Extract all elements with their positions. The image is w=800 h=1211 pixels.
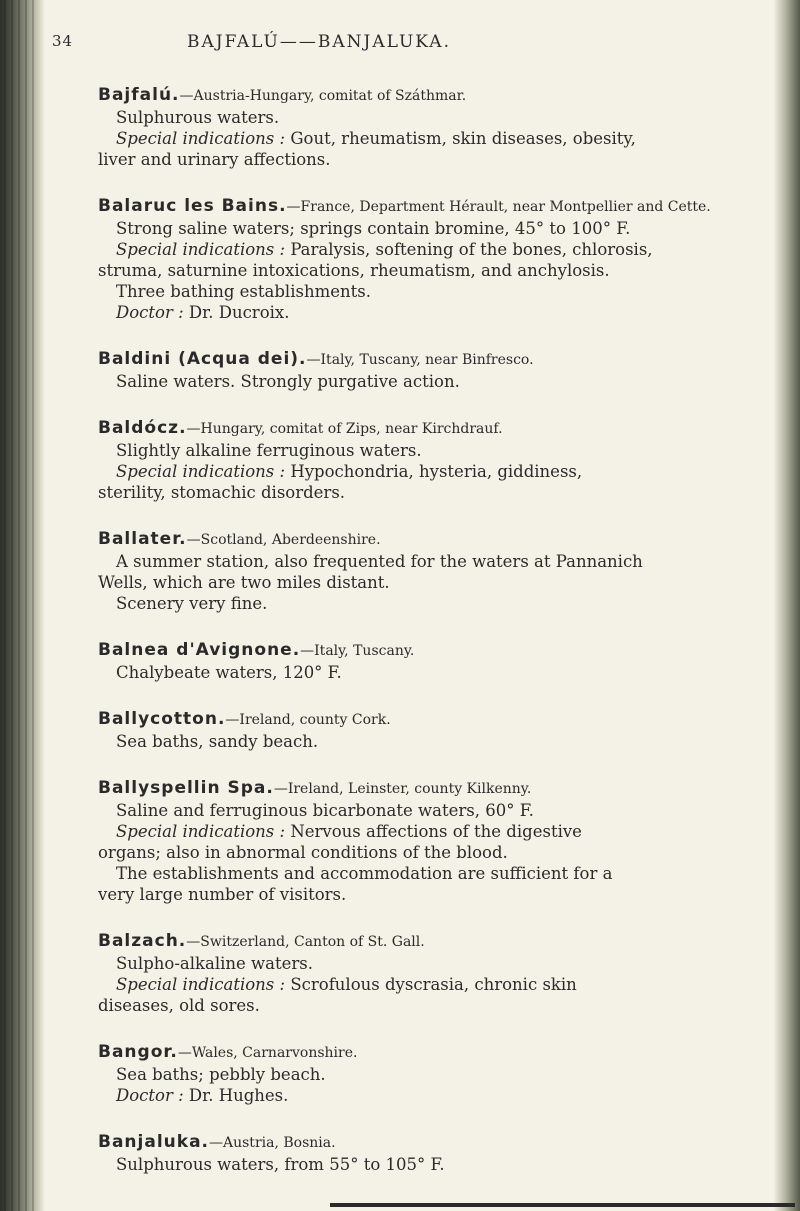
entry xyxy=(98,348,766,392)
entry-line-label: Special indications : xyxy=(116,975,286,994)
page-header xyxy=(52,32,752,58)
entry-line-text: Hypochondria, hysteria, giddiness, xyxy=(285,462,583,481)
entry-line-text: diseases, old sores. xyxy=(98,996,260,1015)
entry-line xyxy=(98,281,766,302)
entry-line xyxy=(98,302,766,323)
entry-heading xyxy=(98,348,766,371)
entry-line xyxy=(98,260,766,281)
entry-line-label: Special indications : xyxy=(116,822,286,841)
entry-line-text: struma, saturnine intoxications, rheumatism, and anchylosis. xyxy=(98,261,610,280)
entry-heading xyxy=(98,930,766,953)
entry-heading xyxy=(98,195,766,218)
entry-line-text: Chalybeate waters, 120° F. xyxy=(116,663,342,682)
entry-name: Ballycotton. xyxy=(98,709,226,729)
entry-heading xyxy=(98,528,766,551)
entry-name: Balzach. xyxy=(98,931,187,951)
entry-line xyxy=(98,974,766,995)
entry xyxy=(98,708,766,752)
entry-heading xyxy=(98,639,766,662)
book-gutter-lines xyxy=(4,0,34,1211)
entry-line-text: Sulpho-alkaline waters. xyxy=(116,954,314,973)
entry-line xyxy=(98,842,766,863)
entry-location: —Austria, Bosnia. xyxy=(209,1135,336,1151)
entry-heading xyxy=(98,1131,766,1154)
entry-line-text: organs; also in abnormal conditions of the blood. xyxy=(98,843,508,862)
entry-line-text: Dr. Hughes. xyxy=(183,1086,289,1105)
entry-line xyxy=(98,1064,766,1085)
entry-line xyxy=(98,482,766,503)
entry-location: —Wales, Carnarvonshire. xyxy=(177,1045,358,1061)
entry-line-text: Saline and ferruginous bicarbonate waters, 60° F. xyxy=(116,801,534,820)
entry-line-text: Dr. Ducroix. xyxy=(183,303,290,322)
entry-heading xyxy=(98,1041,766,1064)
entry-line-text: Paralysis, softening of the bones, chlorosis, xyxy=(285,240,653,259)
gazetteer-entries xyxy=(98,84,766,1200)
entry xyxy=(98,1131,766,1175)
entry-heading xyxy=(98,777,766,800)
entry-line-text: Three bathing establishments. xyxy=(116,282,371,301)
entry-line-text: Sulphurous waters, from 55° to 105° F. xyxy=(116,1155,445,1174)
entry-line xyxy=(98,218,766,239)
entry xyxy=(98,777,766,905)
bottom-rule xyxy=(330,1203,795,1207)
entry-line-text: Scrofulous dyscrasia, chronic skin xyxy=(285,975,577,994)
entry-line-text: sterility, stomachic disorders. xyxy=(98,483,346,502)
entry-line-text: Saline waters. Strongly purgative action. xyxy=(116,372,460,391)
entry-line xyxy=(98,128,766,149)
entry-location: —Scotland, Aberdeenshire. xyxy=(186,532,381,548)
running-head: BAJFALÚ——BANJALUKA. xyxy=(187,32,451,52)
entry-line-label: Special indications : xyxy=(116,240,286,259)
entry-line xyxy=(98,551,766,572)
entry-name: Baldini (Acqua dei). xyxy=(98,349,307,369)
entry-name: Baldócz. xyxy=(98,418,187,438)
entry xyxy=(98,195,766,323)
entry-line xyxy=(98,239,766,260)
entry-line-text: very large number of visitors. xyxy=(98,885,347,904)
entry-line-text: Strong saline waters; springs contain bromine, 45° to 100° F. xyxy=(116,219,631,238)
entry-name: Banjaluka. xyxy=(98,1132,209,1152)
entry-heading xyxy=(98,708,766,731)
entry-line xyxy=(98,821,766,842)
entry-name: Balaruc les Bains. xyxy=(98,196,287,216)
entry-line-text: The establishments and accommodation are sufficient for a xyxy=(116,864,613,883)
entry-name: Ballater. xyxy=(98,529,187,549)
entry-line xyxy=(98,995,766,1016)
entry-name: Bangor. xyxy=(98,1042,178,1062)
entry-line-text: Sulphurous waters. xyxy=(116,108,280,127)
page-edge-shadow xyxy=(774,0,800,1211)
entry-location: —Ireland, county Cork. xyxy=(225,712,391,728)
entry-line xyxy=(98,593,766,614)
entry-line-label: Doctor : xyxy=(116,303,184,322)
entry-line-label: Special indications : xyxy=(116,129,286,148)
entry-line-label: Special indications : xyxy=(116,462,286,481)
entry-line-text: liver and urinary affections. xyxy=(98,150,331,169)
entry-line-text: A summer station, also frequented for the waters at Pannanich xyxy=(116,552,643,571)
entry xyxy=(98,528,766,614)
entry xyxy=(98,930,766,1016)
entry-line xyxy=(98,572,766,593)
entry-heading xyxy=(98,417,766,440)
entry-location: —Italy, Tuscany. xyxy=(300,643,415,659)
entry-name: Bajfalú. xyxy=(98,85,180,105)
page-number: 34 xyxy=(52,32,74,50)
entry-line xyxy=(98,731,766,752)
entry-location: —Hungary, comitat of Zips, near Kirchdrauf. xyxy=(186,421,503,437)
entry-line-text: Wells, which are two miles distant. xyxy=(98,573,390,592)
entry-line-label: Doctor : xyxy=(116,1086,184,1105)
entry-line xyxy=(98,1085,766,1106)
entry-line xyxy=(98,461,766,482)
entry-line xyxy=(98,149,766,170)
entry-name: Balnea d'Avignone. xyxy=(98,640,301,660)
entry xyxy=(98,84,766,170)
entry-line xyxy=(98,800,766,821)
entry-line xyxy=(98,863,766,884)
entry-line-text: Nervous affections of the digestive xyxy=(285,822,582,841)
entry-line xyxy=(98,953,766,974)
entry-location: —Switzerland, Canton of St. Gall. xyxy=(186,934,425,950)
entry xyxy=(98,639,766,683)
entry-line-text: Slightly alkaline ferruginous waters. xyxy=(116,441,422,460)
entry-location: —Ireland, Leinster, county Kilkenny. xyxy=(273,781,532,797)
entry-line xyxy=(98,107,766,128)
entry-name: Ballyspellin Spa. xyxy=(98,778,274,798)
entry-line xyxy=(98,1154,766,1175)
entry-heading xyxy=(98,84,766,107)
entry-location: —Italy, Tuscany, near Binfresco. xyxy=(306,352,534,368)
entry-line xyxy=(98,440,766,461)
entry-line-text: Sea baths; pebbly beach. xyxy=(116,1065,326,1084)
entry-line-text: Scenery very fine. xyxy=(116,594,268,613)
entry xyxy=(98,417,766,503)
entry-line xyxy=(98,662,766,683)
entry xyxy=(98,1041,766,1106)
entry-line xyxy=(98,371,766,392)
entry-location: —Austria-Hungary, comitat of Száthmar. xyxy=(179,88,467,104)
entry-line-text: Gout, rheumatism, skin diseases, obesity, xyxy=(285,129,636,148)
entry-line-text: Sea baths, sandy beach. xyxy=(116,732,319,751)
entry-location: —France, Department Hérault, near Montpellier and Cette. xyxy=(286,199,711,215)
entry-line xyxy=(98,884,766,905)
